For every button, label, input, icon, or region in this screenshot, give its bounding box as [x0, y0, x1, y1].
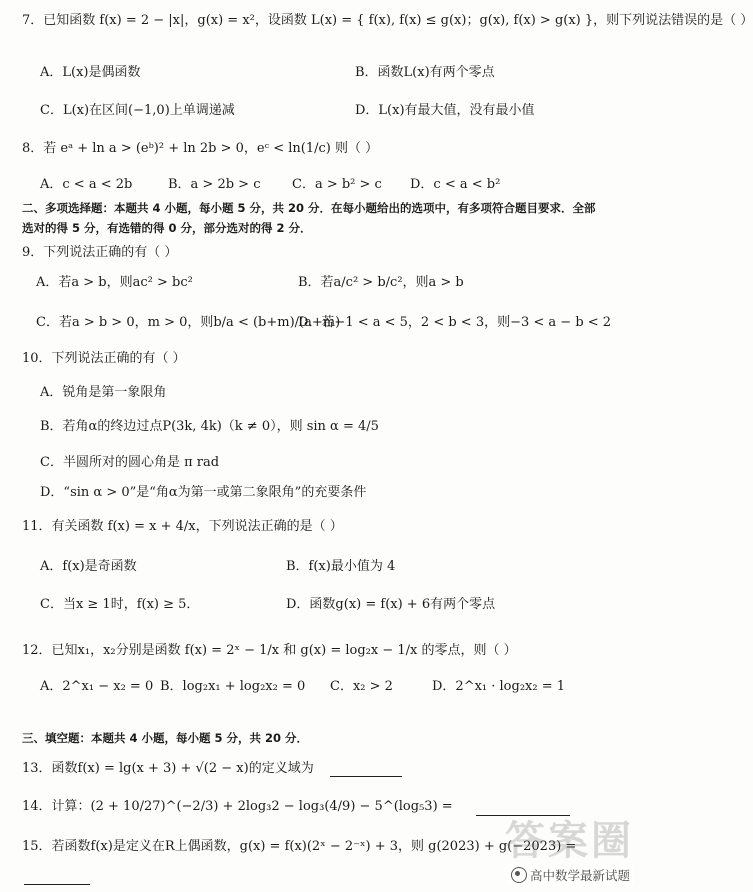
q9-option-c: C．若a > b > 0，m > 0，则b/a < (b+m)/(a+m) — [36, 315, 341, 330]
q13-text: 13．函数f(x) = lg(x + 3) + √(2 − x)的定义域为 — [22, 761, 314, 776]
q7-option-c: C．L(x)在区间(−1,0)上单调递减 — [40, 103, 235, 118]
q10-option-c: C．半圆所对的圆心角是 π rad — [40, 455, 220, 470]
q8-option-b: B．a > 2b > c — [168, 177, 261, 192]
q7-option-d: D．L(x)有最大值，没有最小值 — [355, 103, 535, 118]
q9-option-b: B．若a/c² > b/c²，则a > b — [298, 275, 464, 290]
q8-option-a: A．c < a < 2b — [40, 177, 133, 192]
q10-stem: 10．下列说法正确的有（ ） — [22, 351, 186, 366]
section2-heading-line2: 选对的得 5 分，有选错的得 0 分，部分选对的得 2 分． — [22, 221, 312, 235]
q10-option-a: A．锐角是第一象限角 — [40, 385, 167, 400]
q9-option-d: D．若−1 < a < 5，2 < b < 3，则−3 < a − b < 2 — [298, 315, 612, 330]
q12-option-c: C．x₂ > 2 — [330, 679, 393, 694]
q14-text: 14．计算：(2 + 10/27)^(−2/3) + 2log₃2 − log₃(4/9) − 5^(log₅3) = — [22, 799, 453, 814]
section3-heading: 三、填空题：本题共 4 小题，每小题 5 分，共 20 分． — [22, 731, 309, 745]
q11-option-d: D．函数g(x) = f(x) + 6有两个零点 — [286, 597, 496, 612]
section2-heading-line1: 二、多项选择题：本题共 4 小题，每小题 5 分，共 20 分．在每小题给出的选项中，有多项符合题目要求．全部 — [22, 201, 596, 215]
q13-answer-blank — [330, 776, 402, 777]
q7-stem: 7．已知函数 f(x) = 2 − |x|，g(x) = x²，设函数 L(x) = { f(x), f(x) ≤ g(x)；g(x), f(x) > g(x) }，则下列说法错误的是（ ） — [22, 13, 753, 28]
q12-option-d: D．2^x₁ · log₂x₂ = 1 — [432, 679, 566, 694]
q15-text: 15．若函数f(x)是定义在R上偶函数，g(x) = f(x)(2ˣ − 2⁻ˣ) + 3，则 g(2023) + g(−2023) = — [22, 839, 577, 854]
q7-option-b: B．函数L(x)有两个零点 — [355, 65, 495, 80]
watermark-logo: 答案圈 — [505, 818, 634, 864]
watermark — [507, 864, 634, 886]
q12-option-a: A．2^x₁ − x₂ = 0 — [40, 679, 154, 694]
q11-option-b: B．f(x)最小值为 4 — [286, 559, 396, 574]
q9-stem: 9．下列说法正确的有（ ） — [22, 245, 178, 260]
q11-stem: 11．有关函数 f(x) = x + 4/x，下列说法正确的是（ ） — [22, 519, 343, 534]
q8-stem: 8．若 eᵃ + ln a > (eᵇ)² + ln 2b > 0，eᶜ < ln(1/c) 则（ ） — [22, 141, 379, 156]
q11-option-c: C．当x ≥ 1时，f(x) ≥ 5． — [40, 597, 200, 612]
q12-stem: 12．已知x₁，x₂分别是函数 f(x) = 2ˣ − 1/x 和 g(x) = log₂x − 1/x 的零点，则（ ） — [22, 643, 517, 658]
q9-option-a: A．若a > b，则ac² > bc² — [36, 275, 193, 290]
q7-option-a: A．L(x)是偶函数 — [40, 65, 141, 80]
watermark-text: 高中数学最新试题 — [529, 868, 630, 883]
q10-option-d: D．“sin α > 0”是“角α为第一或第二象限角”的充要条件 — [40, 485, 367, 500]
q8-option-d: D．c < a < b² — [410, 177, 501, 192]
q12-option-b: B．log₂x₁ + log₂x₂ = 0 — [160, 679, 306, 694]
q11-option-a: A．f(x)是奇函数 — [40, 559, 137, 574]
q15-answer-blank — [24, 884, 90, 885]
q8-option-c: C．a > b² > c — [292, 177, 382, 192]
q10-option-b: B．若角α的终边过点P(3k, 4k)（k ≠ 0），则 sin α = 4/5 — [40, 419, 379, 434]
wechat-account-icon — [511, 867, 527, 883]
